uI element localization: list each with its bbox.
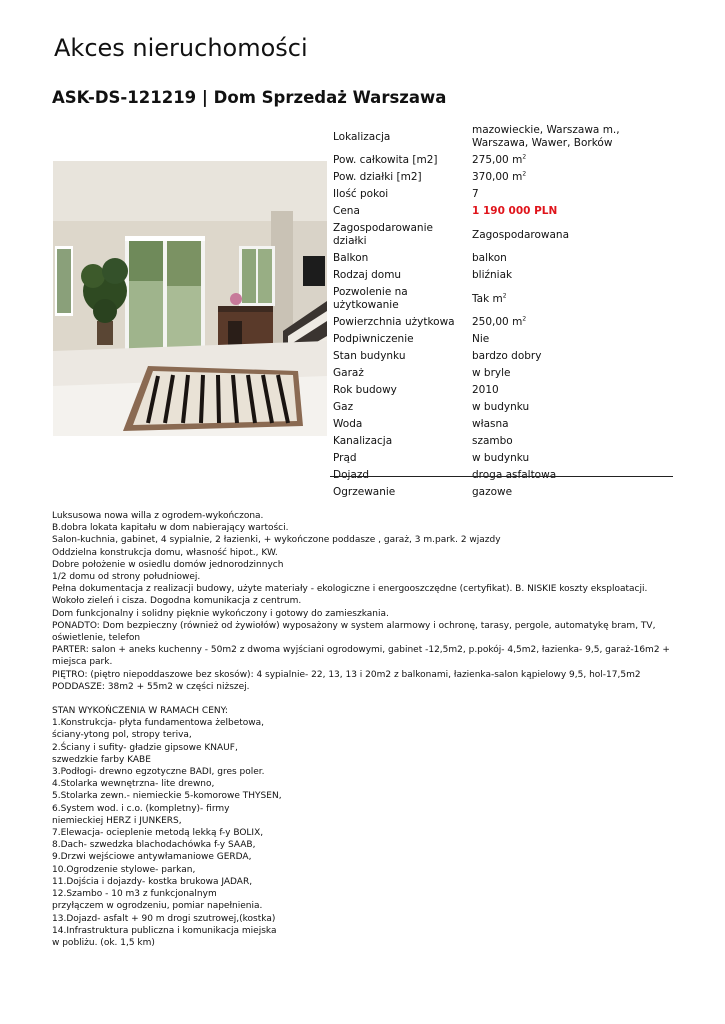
spec-row xyxy=(330,152,673,169)
spec-value xyxy=(469,220,673,250)
spec-value-text: bardzo dobry xyxy=(472,350,542,362)
description-line: przyłączem w ogrodzeniu, pomiar napełnienia. xyxy=(52,901,263,912)
spec-value xyxy=(469,331,673,348)
spec-row xyxy=(330,399,673,416)
spec-label: Pow. działki [m2] xyxy=(333,171,422,183)
spec-value-text: 2010 xyxy=(472,384,499,396)
description-line: w pobliżu. (ok. 1,5 km) xyxy=(52,937,155,948)
spec-value-text: Zagospodarowana xyxy=(472,228,569,241)
spec-value-text: droga asfaltowa xyxy=(472,469,557,481)
spec-label: Balkon xyxy=(333,252,369,264)
spec-label: Zagospodarowanie działki xyxy=(333,222,433,247)
brand-name: Akces nieruchomości xyxy=(54,34,308,62)
description-line: 14.Infrastruktura publiczna i komunikacja miejska xyxy=(52,925,277,936)
description-line: 11.Dojścia i dojazdy- kostka brukowa JADAR, xyxy=(52,876,253,887)
description-line: Salon-kuchnia, gabinet, 4 sypialnie, 2 łazienki, + wykończone poddasze , garaż, 3 m.park. 2 wjazdy xyxy=(52,535,501,546)
spec-value-text: 7 xyxy=(472,188,479,200)
unit-superscript: 2 xyxy=(522,153,527,161)
description-line: PARTER: salon + aneks kuchenny - 50m2 z dwoma wyjściani ogrodowymi, gabinet -12,5m2, p.pokój- 4,5m2, łazienka- 9,5, garaż-16m2 + miejsca park. xyxy=(52,645,673,668)
spec-label: Pow. całkowita [m2] xyxy=(333,154,438,166)
spec-label: Lokalizacja xyxy=(333,130,391,143)
property-specs-table xyxy=(330,122,673,501)
spec-label: Rodzaj domu xyxy=(333,269,402,281)
spec-row xyxy=(330,365,673,382)
spec-row xyxy=(330,314,673,331)
spec-value-text: Nie xyxy=(472,333,490,345)
spec-label: Cena xyxy=(333,205,360,217)
spec-row xyxy=(330,348,673,365)
spec-value-text: 1 190 000 PLN xyxy=(472,205,558,217)
spec-value xyxy=(469,314,673,331)
spec-value-text: Tak m xyxy=(472,292,503,305)
spec-row xyxy=(330,203,673,220)
spec-value-text: balkon xyxy=(472,252,507,264)
property-photo xyxy=(53,161,327,436)
spec-value xyxy=(469,152,673,169)
unit-superscript: 2 xyxy=(522,315,527,323)
spec-label: Podpiwniczenie xyxy=(333,333,414,345)
spec-label: Kanalizacja xyxy=(333,435,393,447)
spec-value xyxy=(469,433,673,450)
spec-value-text: mazowieckie, Warszawa m., Warszawa, Wawer, Borków xyxy=(472,124,620,149)
spec-value-text: w bryle xyxy=(472,367,511,379)
spec-value xyxy=(469,484,673,501)
description-line: szwedzkie farby KABE xyxy=(52,754,151,765)
description-line: 7.Elewacja- ocieplenie metodą lekką f-y BOLIX, xyxy=(52,828,264,839)
spec-value-text: w budynku xyxy=(472,452,530,464)
spec-label: Powierzchnia użytkowa xyxy=(333,316,455,328)
description-line: Dobre położenie w osiedlu domów jednorodzinnych xyxy=(52,559,284,570)
spec-row xyxy=(330,331,673,348)
description-line: PONADTO: Dom bezpieczny (również od żywiołów) wyposażony w system alarmowy i ochronę, tarasy, pergole, automatykę bram, TV, oświetlenie, telefon xyxy=(52,620,659,644)
spec-label: Pozwolenie na użytkowanie xyxy=(333,286,408,311)
description-line: Luksusowa nowa willa z ogrodem-wykończona. xyxy=(52,511,264,521)
description-line: 12.Szambo - 10 m3 z funkcjonalnym xyxy=(52,889,217,900)
spec-row xyxy=(330,220,673,250)
property-description xyxy=(52,510,674,949)
spec-label: Ogrzewanie xyxy=(333,486,396,498)
spec-row xyxy=(330,382,673,399)
description-line: STAN WYKOŃCZENIA W RAMACH CENY: xyxy=(52,706,228,717)
description-line: 2.Ściany i sufity- gładzie gipsowe KNAUF, xyxy=(52,742,238,753)
spec-row xyxy=(330,186,673,203)
description-line: 6.System wod. i c.o. (kompletny)- firmy xyxy=(52,803,230,814)
spec-row xyxy=(330,484,673,501)
spec-value xyxy=(469,122,673,152)
spec-row xyxy=(330,450,673,467)
spec-label: Dojazd xyxy=(333,469,370,481)
description-line: Oddzielna konstrukcja domu, własność hipot., KW. xyxy=(52,547,278,558)
spec-value-text: w budynku xyxy=(472,401,530,413)
description-line: PODDASZE: 38m2 + 55m2 w części niższej. xyxy=(52,681,250,692)
spec-value xyxy=(469,267,673,284)
spec-value xyxy=(469,399,673,416)
description-line: 13.Dojazd- asfalt + 90 m drogi szutrowej,(kostka) xyxy=(52,913,276,924)
spec-row xyxy=(330,122,673,152)
spec-value xyxy=(469,450,673,467)
description-line: 3.Podłogi- drewno egzotyczne BADI, gres poler. xyxy=(52,767,265,778)
description-line: 10.Ogrodzenie stylowe- parkan, xyxy=(52,864,196,875)
description-line: 5.Stolarka zewn.- niemieckie 5-komorowe THYSEN, xyxy=(52,791,282,802)
spec-label: Gaz xyxy=(333,401,354,413)
description-line: 1/2 domu od strony południowej. xyxy=(52,572,201,583)
spec-value-text: 370,00 m xyxy=(472,171,523,183)
specs-divider xyxy=(330,476,673,477)
description-line: 8.Dach- szwedzka blachodachówka f-y SAAB, xyxy=(52,840,256,851)
spec-label: Garaż xyxy=(333,367,364,379)
description-line: Dom funkcjonalny i solidny pięknie wykończony i gotowy do zamieszkania. xyxy=(52,608,389,619)
spec-label: Ilość pokoi xyxy=(333,188,389,200)
spec-value xyxy=(469,348,673,365)
spec-label: Stan budynku xyxy=(333,350,406,362)
spec-value-text: własna xyxy=(472,418,509,430)
spec-value xyxy=(469,169,673,186)
spec-label: Woda xyxy=(333,418,363,430)
description-line: PIĘTRO: (piętro niepoddaszowe bez skosów): 4 sypialnie- 22, 13, 13 i 20m2 z balkonami, łazienka-salon kąpielowy 9,5, hol-17,5m2 xyxy=(52,669,641,680)
description-line: 9.Drzwi wejściowe antywłamaniowe GERDA, xyxy=(52,852,252,863)
spec-value-text: bliźniak xyxy=(472,269,513,281)
spec-label: Prąd xyxy=(333,452,357,464)
description-line: 1.Konstrukcja- płyta fundamentowa żelbetowa, xyxy=(52,718,265,729)
unit-superscript: 2 xyxy=(522,170,527,178)
spec-value xyxy=(469,186,673,203)
spec-row xyxy=(330,169,673,186)
spec-value xyxy=(469,284,673,314)
spec-row xyxy=(330,250,673,267)
spec-value xyxy=(469,382,673,399)
spec-label: Rok budowy xyxy=(333,384,397,396)
spec-value xyxy=(469,365,673,382)
description-line: 4.Stolarka wewnętrzna- lite drewno, xyxy=(52,779,215,790)
spec-row xyxy=(330,267,673,284)
price-value xyxy=(469,203,673,220)
description-line: ściany-ytong pol, stropy teriva, xyxy=(52,730,192,741)
spec-value-text: 250,00 m xyxy=(472,316,523,328)
spec-value xyxy=(469,416,673,433)
spec-value-text: 275,00 m xyxy=(472,154,523,166)
description-spacer xyxy=(52,693,674,705)
description-line: B.dobra lokata kapitału w dom nabierający wartości. xyxy=(52,523,289,534)
spec-row xyxy=(330,416,673,433)
spec-value xyxy=(469,250,673,267)
spec-value-text: gazowe xyxy=(472,486,513,498)
description-line: niemieckiej HERZ i JUNKERS, xyxy=(52,815,182,826)
listing-title: ASK-DS-121219 | Dom Sprzedaż Warszawa xyxy=(52,88,447,107)
unit-superscript: 2 xyxy=(502,292,507,299)
spec-row xyxy=(330,284,673,314)
spec-row xyxy=(330,433,673,450)
description-line: Pełna dokumentacja z realizacji budowy, użyte materiały - ekologiczne i energooszczędne (certyfikat). B. NISKIE koszty eksploatacji. Wokoło zieleń i cisza. Dogodna komunikacja z centrum. xyxy=(52,584,651,607)
spec-value-text: szambo xyxy=(472,435,513,447)
